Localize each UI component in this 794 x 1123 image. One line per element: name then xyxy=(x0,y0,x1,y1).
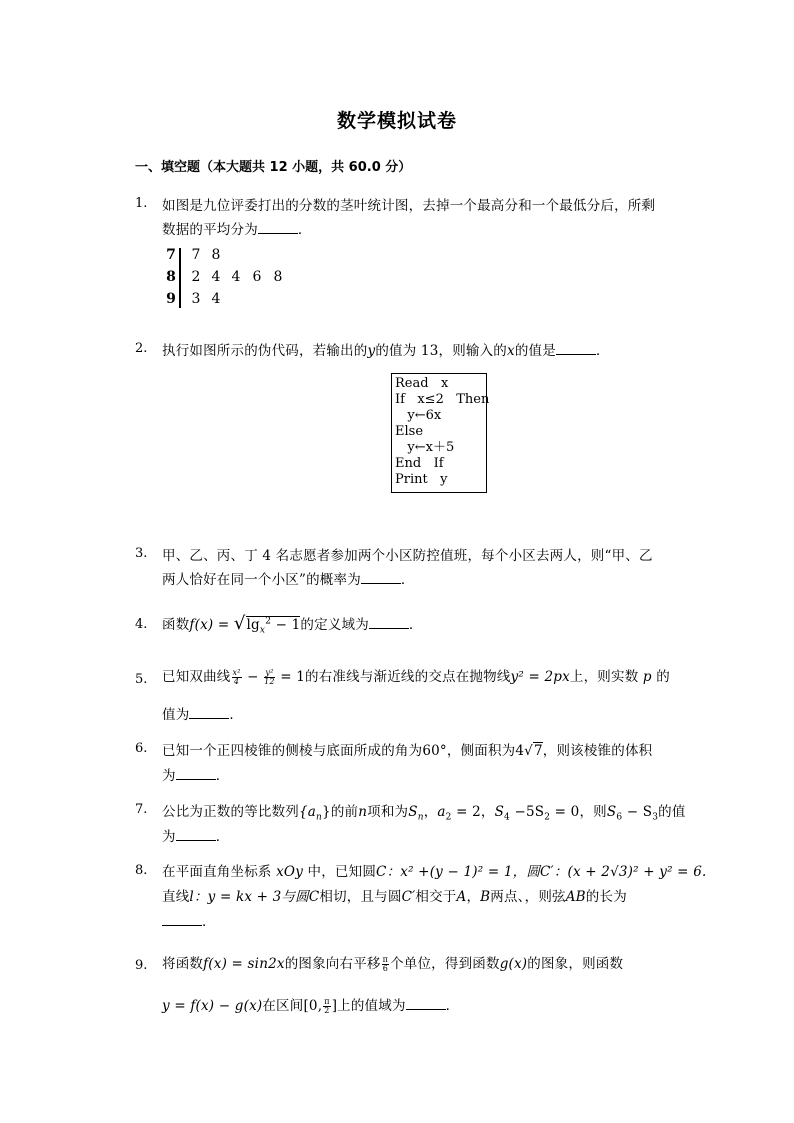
pseudocode-box xyxy=(391,373,490,493)
leaf: 4 xyxy=(211,291,221,307)
leaf: 8 xyxy=(273,269,283,285)
leaf: 4 xyxy=(211,269,221,285)
answer-blank[interactable] xyxy=(258,221,298,234)
question-text: 执行如图所示的伪代码，若输出的y的值为 13，则输入的x的值是 ． xyxy=(162,343,610,359)
leaf: 4 xyxy=(231,269,241,285)
question-text: 已知双曲线 $\frac{\text{x²}}{4}$ − $\frac{\text{y²}}{12}$ = 1的右准线与渐近线的交点在抛物线y² = 2px上，则实数 p 的 xyxy=(162,668,670,686)
answer-blank[interactable] xyxy=(406,997,446,1010)
leaf: 8 xyxy=(211,247,221,263)
section-heading: 一、填空题（本大题共 12 小题，共 60.0 分） xyxy=(135,160,412,175)
leaf: 7 xyxy=(191,247,201,263)
code-line: End If xyxy=(395,456,444,471)
answer-blank[interactable] xyxy=(189,706,229,719)
code-line: Else xyxy=(395,424,424,439)
question-number: 2. xyxy=(135,341,148,356)
code-line: y←x＋5 xyxy=(395,440,455,455)
sqrt-sign: √ xyxy=(233,613,246,634)
stem-divider xyxy=(179,248,181,308)
question-text: 在平面直角坐标系 xOy 中，已知圆C：x² +(y − 1)² = 1，圆C′：(x + 2√3)² + y² = 6. xyxy=(162,864,707,880)
answer-blank[interactable] xyxy=(176,767,216,780)
answer-blank[interactable] xyxy=(162,913,202,926)
code-line: y←6x xyxy=(395,408,442,423)
question-text-line3: ． xyxy=(162,910,216,930)
leaf: 3 xyxy=(191,291,201,307)
question-text: 函数$f(x) = √\lg_x^2 - 1$的定义域为 ． xyxy=(162,613,423,636)
question-text-line2: 两人恰好在同一个小区”的概率为 ． xyxy=(162,572,415,588)
code-line: Read x xyxy=(395,376,449,391)
question-text-line2: 直线l：y = kx + 3与圆C相切，且与圆C′相交于A，B两点、，则弦AB的长为 xyxy=(162,889,627,905)
leaf: 6 xyxy=(252,269,262,285)
question-number: 6. xyxy=(135,741,148,756)
answer-blank[interactable] xyxy=(361,571,401,584)
question-text: 甲、乙、丙、丁 4 名志愿者参加两个小区防控值班，每个小区去两人，则“甲、乙 xyxy=(162,548,653,564)
stem-leaf-plot: 7 8 9 7 8 2 4 4 6 8 3 4 xyxy=(162,244,302,310)
question-text: 将函数f(x) = sin2x的图象向右平移 $\frac{\pi}{6}$ 个单位，得到函数g(x)的图象，则函数 xyxy=(162,955,624,973)
question-text-line2: 为 ． xyxy=(162,829,230,845)
question-number: 9. xyxy=(135,958,148,973)
code-line: If x≤2 Then xyxy=(395,392,490,407)
question-number: 1. xyxy=(135,196,148,211)
question-text-line2: 为 ． xyxy=(162,768,230,784)
question-number: 3. xyxy=(135,546,148,561)
question-text-line2: y = f(x) − g(x)在区间[0, $\frac{\pi}{2}$ ]上的值域为 ． xyxy=(162,997,460,1015)
question-number: 7. xyxy=(135,802,148,817)
leaf: 2 xyxy=(191,269,201,285)
question-text-line2: 数据的平均分为 ． xyxy=(162,222,312,238)
page-title: 数学模拟试卷 xyxy=(336,110,457,132)
question-text: 如图是九位评委打出的分数的茎叶统计图，去掉一个最高分和一个最低分后，所剩 xyxy=(162,198,656,214)
answer-blank[interactable] xyxy=(369,616,409,629)
code-line: Print y xyxy=(395,472,448,487)
question-text: 公比为正数的等比数列$\{a_n\}$的前n项和为$S_n$，$a_2 = 2$，$S_4 -5S_2 = 0$，则$S_6 - S_3$的值 xyxy=(162,804,686,823)
question-text-line2: 值为 ． xyxy=(162,707,244,723)
answer-blank[interactable] xyxy=(556,342,596,355)
question-number: 4. xyxy=(135,617,148,632)
question-number: 8. xyxy=(135,863,148,878)
question-text: 已知一个正四棱锥的侧棱与底面所成的角为60°，侧面积为4√7，则该棱锥的体积 xyxy=(162,743,653,759)
answer-blank[interactable] xyxy=(176,828,216,841)
question-number: 5. xyxy=(135,672,148,687)
